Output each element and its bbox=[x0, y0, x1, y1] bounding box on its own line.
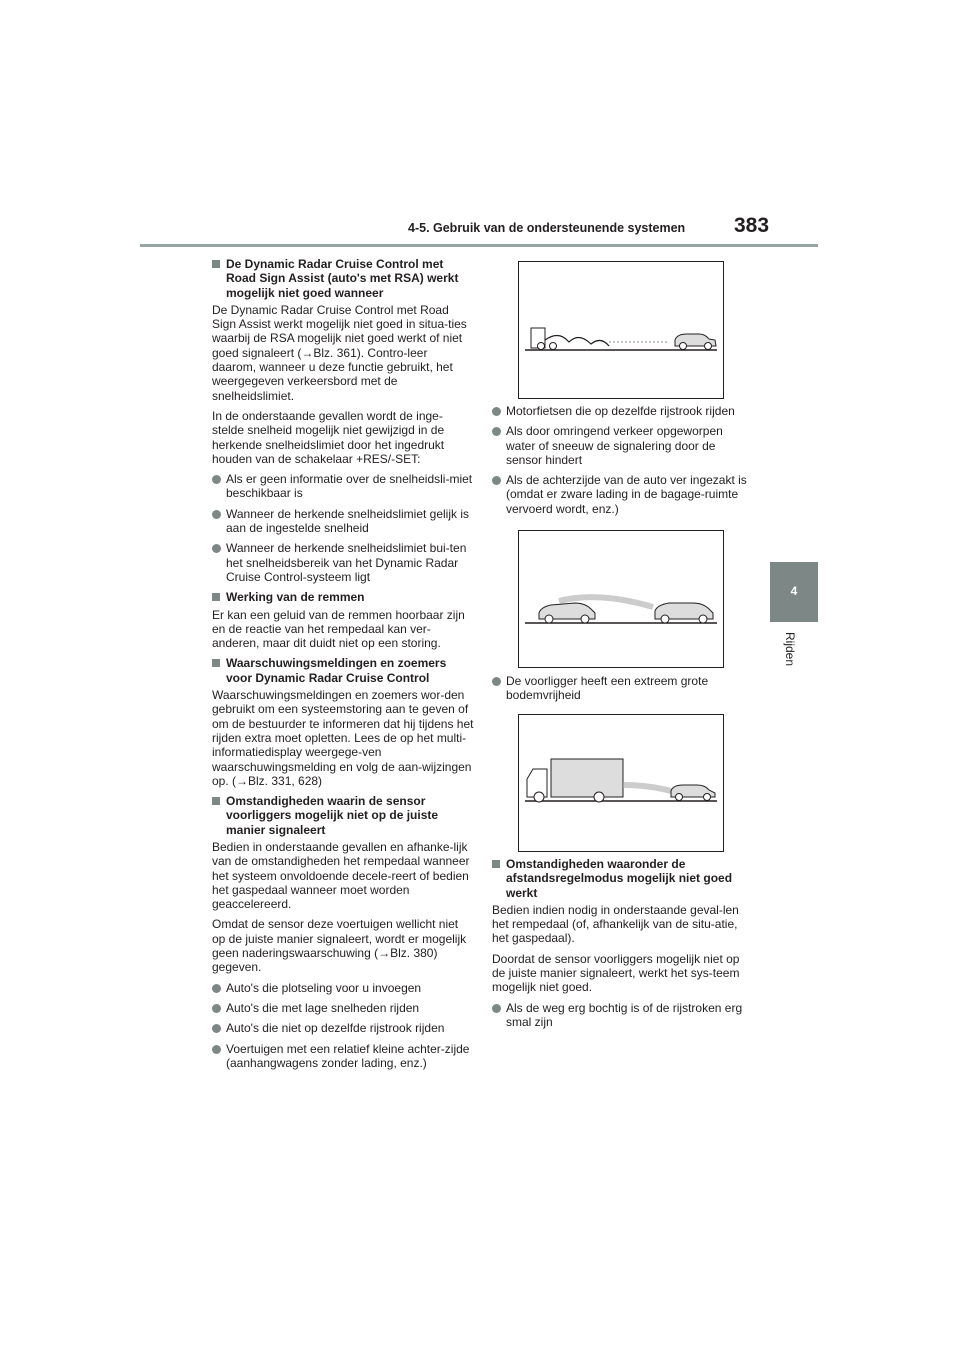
list-item: Als de weg erg bochtig is of de rijstroken erg smal zijn bbox=[492, 1001, 754, 1030]
right-column-mid bbox=[492, 674, 754, 709]
header-rule bbox=[140, 244, 818, 247]
list-item: Als er geen informatie over de snelheidsli-miet beschikbaar is bbox=[212, 472, 474, 501]
list-item: Motorfietsen die op dezelfde rijstrook rijden bbox=[492, 404, 754, 418]
left-column bbox=[212, 257, 474, 1076]
right-column-top bbox=[492, 404, 754, 522]
list-item: Wanneer de herkende snelheidslimiet gelijk is aan de ingestelde snelheid bbox=[212, 507, 474, 536]
illustration-sagging-car bbox=[518, 530, 724, 668]
illustration-trailer bbox=[518, 261, 724, 399]
heading-brakes: Werking van de remmen bbox=[212, 590, 474, 604]
illustration-truck bbox=[518, 714, 724, 852]
paragraph: Omdat de sensor deze voertuigen wellicht niet op de juiste manier signaleert, wordt er mogelijk geen naderingswaarschuwing (→Blz. 380) gegeven. bbox=[212, 917, 467, 975]
paragraph: Doordat de sensor voorliggers mogelijk niet op de juiste manier signaleert, werkt het sys-teem mogelijk niet goed. bbox=[492, 951, 740, 995]
list-item: Auto's die plotseling voor u invoegen bbox=[212, 981, 474, 995]
chapter-label: Rijden bbox=[783, 632, 797, 667]
paragraph: Er kan een geluid van de remmen hoorbaar zijn en de reactie van het rempedaal kan ver-anderen, maar dit duidt niet op een storing. bbox=[212, 607, 465, 651]
heading-rsa: De Dynamic Radar Cruise Control met Road Sign Assist (auto's met RSA) werkt mogelijk niet goed wanneer bbox=[212, 257, 474, 300]
list-item: Auto's die niet op dezelfde rijstrook rijden bbox=[212, 1021, 474, 1035]
paragraph: Waarschuwingsmeldingen en zoemers wor-den gebruikt om een systeemstoring aan te geven of om de bestuurder te informeren dat hij tijdens het rijden extra moet opletten. Lees de op het multi-informatiedisplay weergege-ven waarschuwingsmelding en volg de aan-wijzingen op. (→Blz. 331, 628) bbox=[212, 688, 474, 788]
list-item: Voertuigen met een relatief kleine achter-zijde (aanhangwagens zonder lading, enz.) bbox=[212, 1042, 474, 1071]
list-item: Auto's die met lage snelheden rijden bbox=[212, 1001, 474, 1015]
list-item: De voorligger heeft een extreem grote bodemvrijheid bbox=[492, 674, 754, 703]
paragraph: Bedien in onderstaande gevallen en afhanke-lijk van de omstandigheden het rempedaal wanneer het systeem onvoldoende decele-reert of bedien het gaspedaal wanneer moet worden geaccelereerd. bbox=[212, 839, 470, 912]
list-item: Wanneer de herkende snelheidslimiet bui-ten het snelheidsbereik van het Dynamic Radar Cruise Control-systeem ligt bbox=[212, 541, 474, 584]
heading-distance-mode: Omstandigheden waaronder de afstandsregelmodus mogelijk niet goed werkt bbox=[492, 857, 754, 900]
chapter-tab bbox=[770, 562, 818, 622]
list-item: Als door omringend verkeer opgeworpen water of sneeuw de signalering door de sensor hindert bbox=[492, 424, 754, 467]
paragraph: De Dynamic Radar Cruise Control met Road Sign Assist werkt mogelijk niet goed in situa-ties waarbij de RSA mogelijk niet goed werkt of niet goed signaleert (→Blz. 361). Contro-leer daarom, wanneer u deze functie gebruikt, het weergegeven verkeersbord met de snelheidslimiet. bbox=[212, 302, 467, 403]
right-column-bottom bbox=[492, 857, 754, 1035]
page-number: 383 bbox=[734, 214, 770, 237]
list-item: Als de achterzijde van de auto ver ingezakt is (omdat er zware lading in de bagage-ruimte vervoerd wordt, enz.) bbox=[492, 473, 754, 516]
section-title: 4-5. Gebruik van de ondersteunende systemen bbox=[408, 221, 686, 235]
chapter-number: 4 bbox=[790, 584, 798, 598]
heading-warnings: Waarschuwingsmeldingen en zoemers voor Dynamic Radar Cruise Control bbox=[212, 656, 474, 685]
paragraph: Bedien indien nodig in onderstaande geval-len het rempedaal (of, afhankelijk van de situ-atie, het gaspedaal). bbox=[492, 902, 739, 946]
heading-sensor: Omstandigheden waarin de sensor voorliggers mogelijk niet op de juiste manier signaleert bbox=[212, 794, 474, 837]
paragraph: In de onderstaande gevallen wordt de inge-stelde snelheid mogelijk niet gewijzigd in de herkende snelheidslimiet door het ingedrukt houden van de schakelaar +RES/-SET: bbox=[212, 408, 445, 466]
